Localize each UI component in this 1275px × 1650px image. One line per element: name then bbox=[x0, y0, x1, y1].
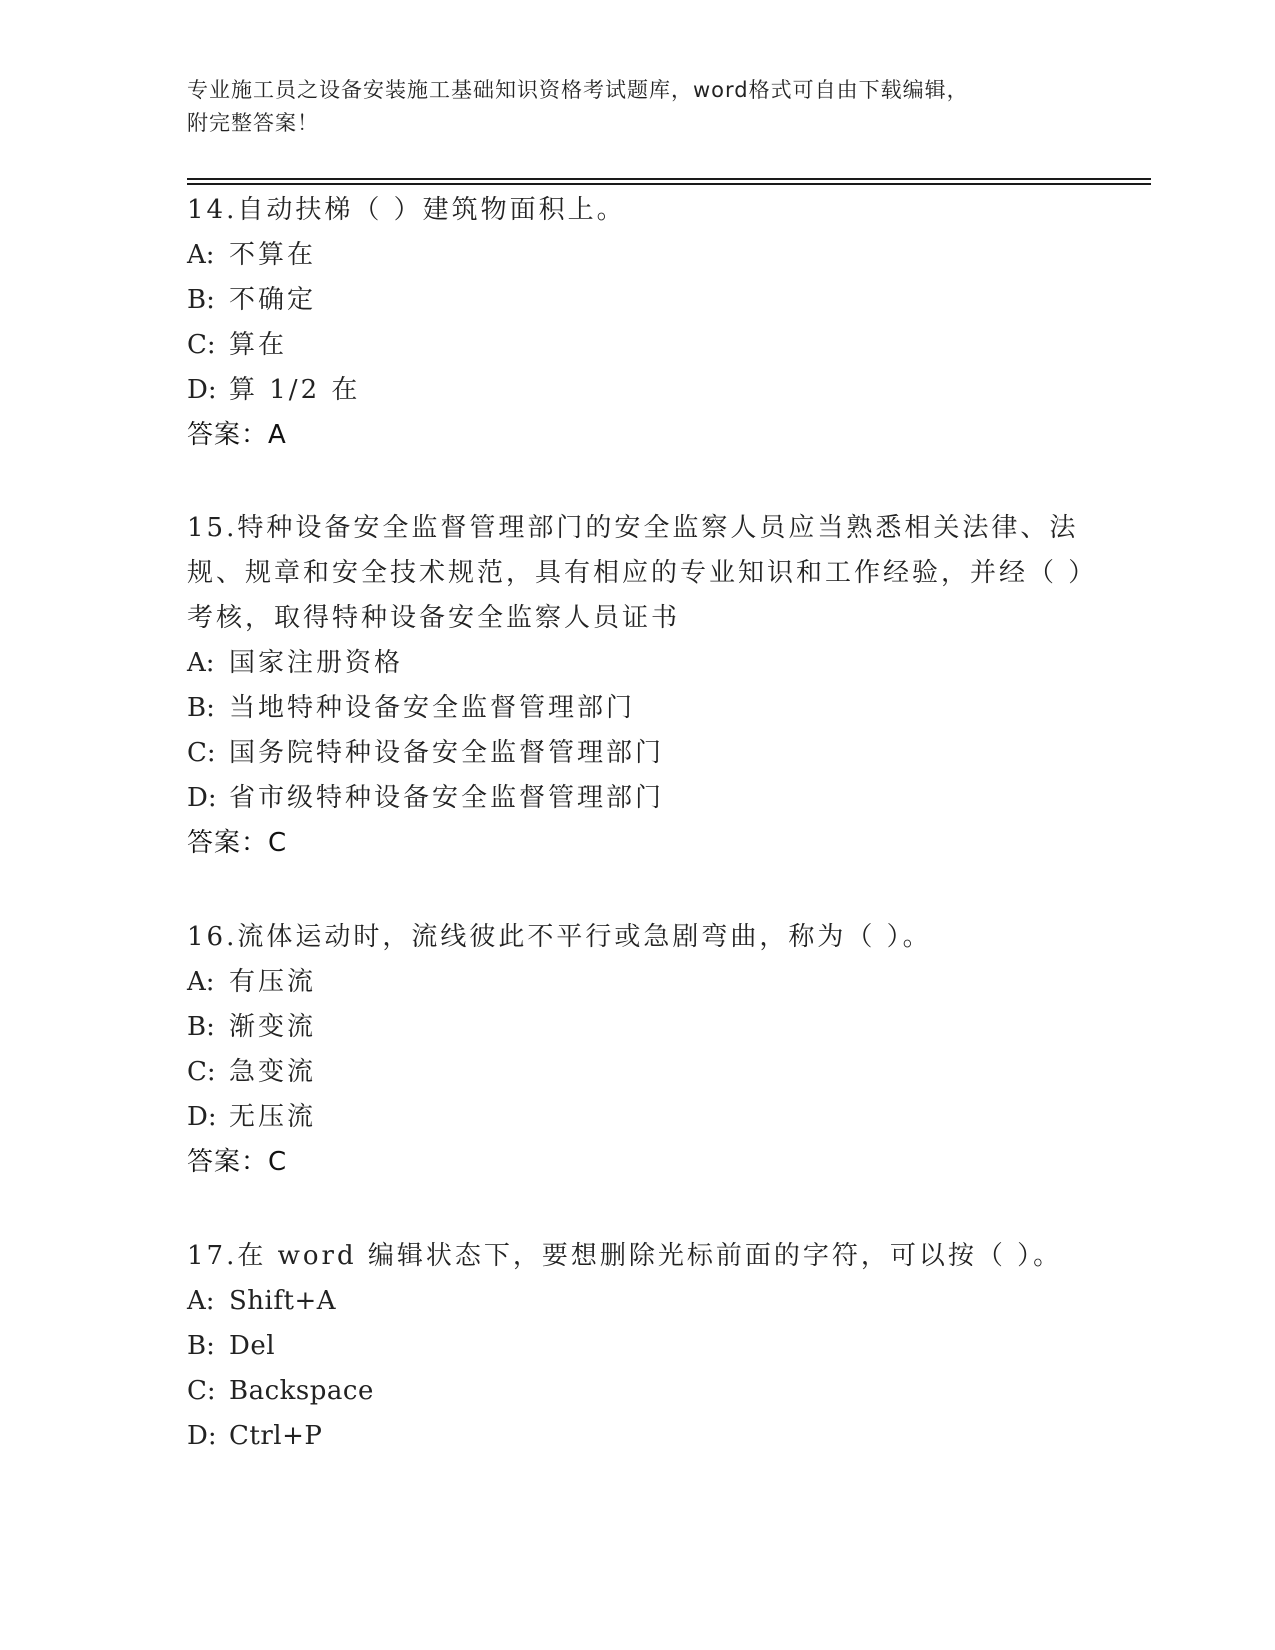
option-label: C: bbox=[187, 1057, 216, 1087]
option-d bbox=[187, 368, 1087, 413]
option-text: 国家注册资格 bbox=[229, 648, 404, 678]
option-a bbox=[187, 233, 1087, 278]
option-text: Shift+A bbox=[229, 1286, 337, 1316]
question-stem: 17.在 word 编辑状态下，要想删除光标前面的字符，可以按（ ）。 bbox=[187, 1241, 1063, 1271]
option-a bbox=[187, 641, 1087, 686]
question-15 bbox=[187, 506, 1087, 866]
option-text: 当地特种设备安全监督管理部门 bbox=[229, 693, 636, 723]
option-text: 算在 bbox=[229, 330, 288, 360]
option-label: A: bbox=[187, 967, 215, 997]
option-text: 国务院特种设备安全监督管理部门 bbox=[229, 738, 665, 768]
option-a bbox=[187, 960, 1087, 1005]
question-16 bbox=[187, 915, 1087, 1185]
option-label: A: bbox=[187, 240, 215, 270]
option-d bbox=[187, 776, 1087, 821]
option-label: B: bbox=[187, 285, 215, 315]
option-label: A: bbox=[187, 1286, 215, 1316]
option-c bbox=[187, 731, 1087, 776]
option-label: D: bbox=[187, 783, 217, 813]
option-text: 渐变流 bbox=[229, 1012, 317, 1042]
option-text: 省市级特种设备安全监督管理部门 bbox=[229, 783, 665, 813]
option-label: A: bbox=[187, 648, 215, 678]
option-label: D: bbox=[187, 1102, 217, 1132]
question-stem: 15.特种设备安全监督管理部门的安全监察人员应当熟悉相关法律、法规、规章和安全技术规范，具有相应的专业知识和工作经验，并经（ ）考核，取得特种设备安全监察人员证书 bbox=[187, 513, 1085, 633]
option-label: B: bbox=[187, 1331, 215, 1361]
option-text: 算 1/2 在 bbox=[229, 375, 361, 405]
header-divider-top bbox=[187, 178, 1151, 180]
question-stem: 14.自动扶梯（ ）建筑物面积上。 bbox=[187, 195, 626, 225]
answer-line: 答案：C bbox=[187, 828, 288, 858]
question-stem: 16.流体运动时，流线彼此不平行或急剧弯曲，称为（ ）。 bbox=[187, 922, 932, 952]
answer-line: 答案：C bbox=[187, 1147, 288, 1177]
option-text: 不算在 bbox=[229, 240, 317, 270]
option-c bbox=[187, 1050, 1087, 1095]
option-label: B: bbox=[187, 1012, 215, 1042]
option-text: Backspace bbox=[229, 1376, 374, 1406]
option-b bbox=[187, 1324, 1087, 1369]
header-line-1: 专业施工员之设备安装施工基础知识资格考试题库，word格式可自由下载编辑， bbox=[187, 78, 969, 102]
option-c bbox=[187, 1369, 1087, 1414]
option-text: 不确定 bbox=[229, 285, 317, 315]
option-text: 无压流 bbox=[229, 1102, 317, 1132]
option-c bbox=[187, 323, 1087, 368]
option-text: Del bbox=[229, 1331, 276, 1361]
option-text: 有压流 bbox=[229, 967, 317, 997]
option-d bbox=[187, 1414, 1087, 1459]
option-text: Ctrl+P bbox=[229, 1421, 323, 1451]
header-line-2: 附完整答案！ bbox=[187, 111, 319, 135]
option-b bbox=[187, 686, 1087, 731]
header-divider-bottom bbox=[187, 183, 1151, 185]
question-14 bbox=[187, 188, 1087, 458]
option-label: D: bbox=[187, 375, 217, 405]
option-d bbox=[187, 1095, 1087, 1140]
document-header bbox=[187, 74, 1087, 140]
option-label: C: bbox=[187, 738, 216, 768]
option-label: C: bbox=[187, 330, 216, 360]
option-label: D: bbox=[187, 1421, 217, 1451]
option-b bbox=[187, 1005, 1087, 1050]
option-label: B: bbox=[187, 693, 215, 723]
option-a bbox=[187, 1279, 1087, 1324]
question-17 bbox=[187, 1234, 1087, 1459]
option-label: C: bbox=[187, 1376, 216, 1406]
option-text: 急变流 bbox=[229, 1057, 317, 1087]
option-b bbox=[187, 278, 1087, 323]
answer-line: 答案：A bbox=[187, 420, 287, 450]
